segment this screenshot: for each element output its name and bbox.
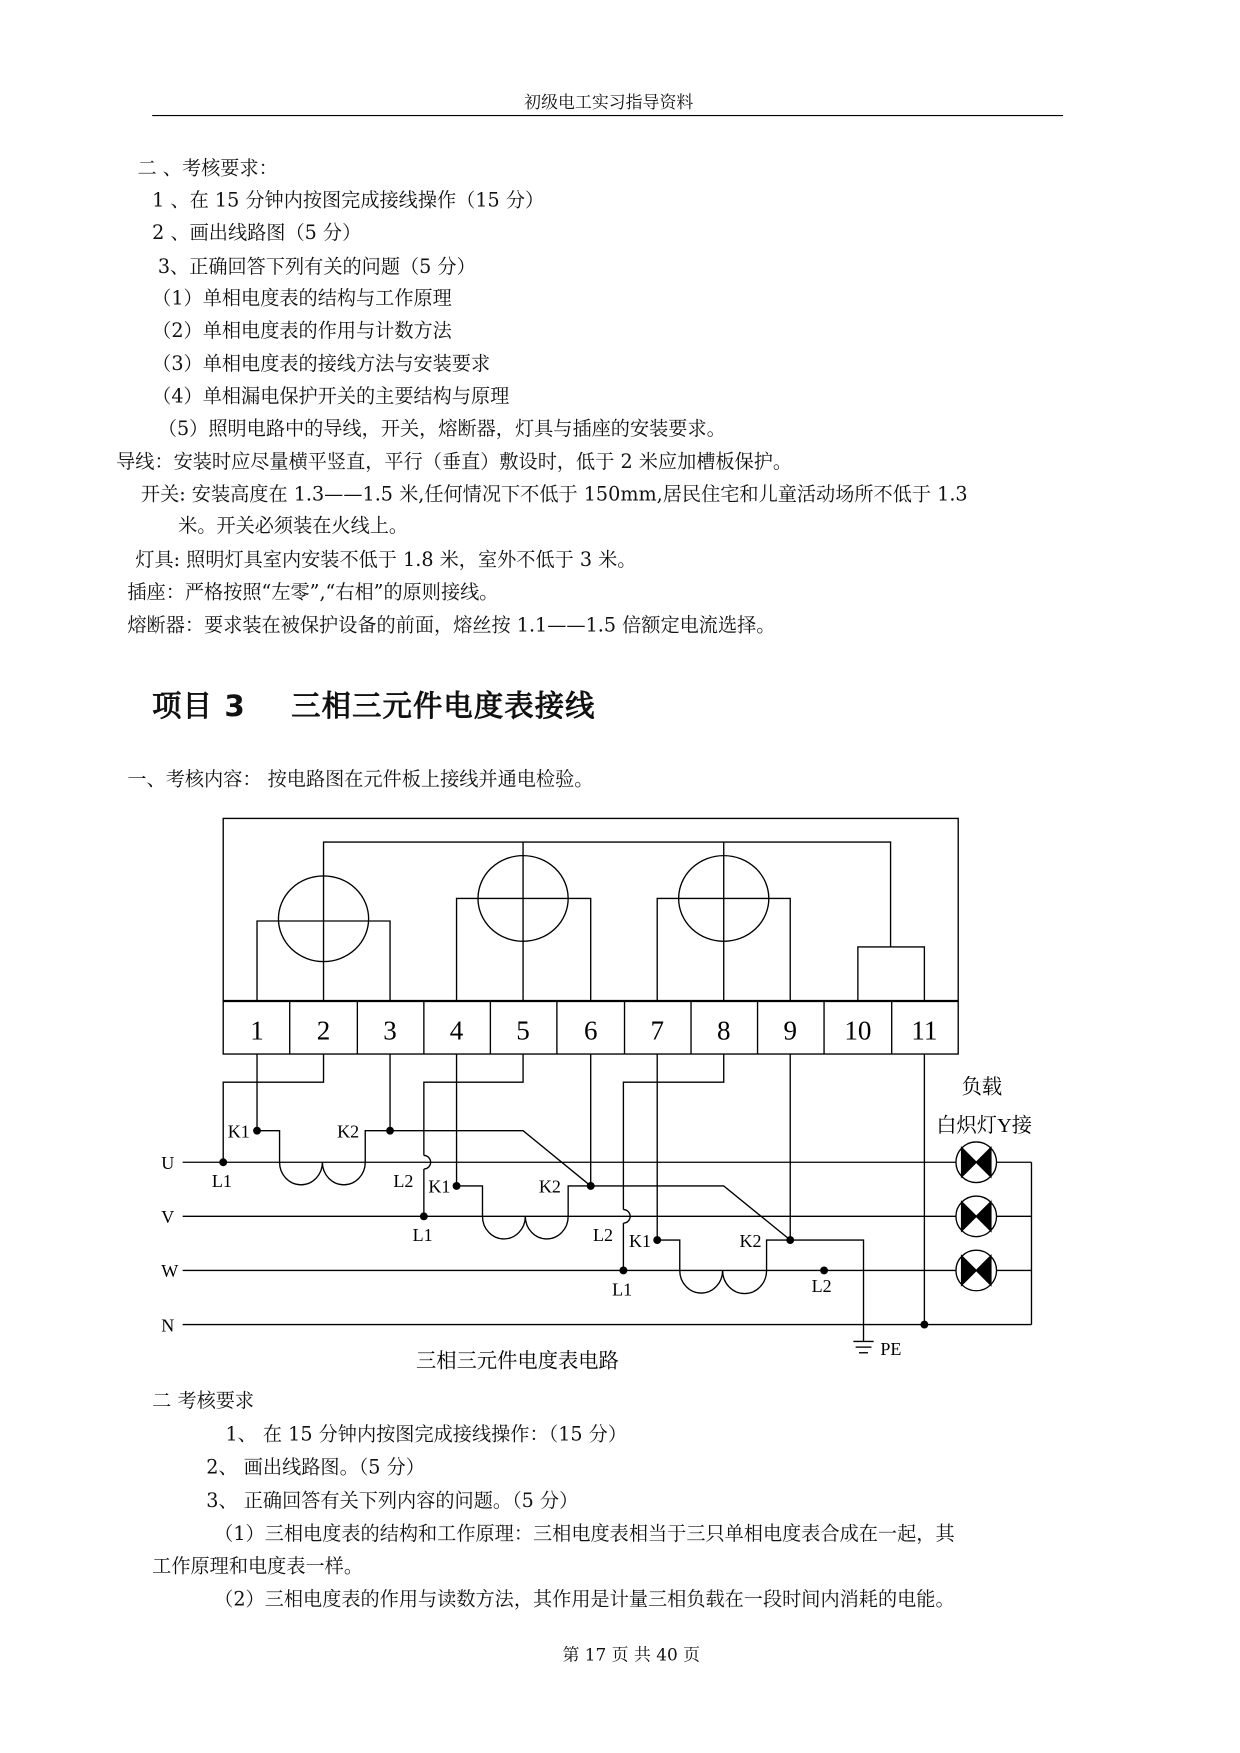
lamp-icon xyxy=(956,1196,997,1237)
phase-u: U xyxy=(161,1153,175,1174)
l1-label: L1 xyxy=(412,1225,433,1246)
answer-2: （2）三相电度表的作用与读数方法，其作用是计量三相负载在一段时间内消耗的电能。 xyxy=(214,1588,955,1611)
lamp-icon xyxy=(956,1142,997,1183)
phase-w: W xyxy=(161,1261,179,1282)
question-item: （5）照明电路中的导线，开关，熔断器，灯具与插座的安装要求。 xyxy=(157,418,726,441)
note-wire: 导线：安装时应尽量横平竖直，平行（垂直）敷设时，低于 2 米应加槽板保护。 xyxy=(116,450,793,474)
terminal-3: 3 xyxy=(383,1015,397,1046)
phase-n: N xyxy=(161,1315,175,1336)
requirement-item: 1、 在 15 分钟内按图完成接线操作：（15 分） xyxy=(225,1423,628,1447)
terminal-7: 7 xyxy=(650,1015,664,1046)
page-header: 初级电工实习指导资料 xyxy=(524,92,694,113)
question-item: （2）单相电度表的作用与计数方法 xyxy=(152,320,452,343)
section-heading: 二 考核要求 xyxy=(152,1389,255,1413)
terminal-4: 4 xyxy=(449,1015,464,1046)
note-socket: 插座：严格按照“左零”,“右相”的原则接线。 xyxy=(127,581,499,605)
l2-label: L2 xyxy=(592,1225,613,1246)
terminal-5: 5 xyxy=(516,1015,530,1046)
terminal-10: 10 xyxy=(844,1015,872,1046)
k1-label: K1 xyxy=(629,1230,652,1251)
section-heading: 二 、考核要求： xyxy=(137,157,278,181)
requirement-item: 3、 正确回答有关下列内容的问题。（5 分） xyxy=(206,1490,579,1513)
meter-internals xyxy=(257,842,924,1001)
requirement-item: 2 、画出线路图（5 分） xyxy=(152,222,362,245)
k1-label: K1 xyxy=(428,1176,451,1197)
requirement-item: 3、正确回答下列有关的问题（5 分） xyxy=(157,255,476,279)
question-item: （4）单相漏电保护开关的主要结构与原理 xyxy=(152,385,510,409)
k2-label: K2 xyxy=(739,1230,762,1251)
load-type-label: 白炽灯Y接 xyxy=(936,1114,1033,1137)
diagram-caption: 三相三元件电度表电路 xyxy=(416,1350,619,1373)
l2-label: L2 xyxy=(393,1171,414,1192)
k2-label: K2 xyxy=(337,1121,360,1142)
answer-1: （1）三相电度表的结构和工作原理：三相电度表相当于三只单相电度表合成在一起，其 xyxy=(214,1522,955,1546)
terminal-6: 6 xyxy=(583,1015,598,1046)
phase-labels xyxy=(161,1153,178,1335)
terminal-8: 8 xyxy=(716,1015,731,1046)
note-switch: 开关: 安装高度在 1.3——1.5 米,任何情况下不低于 150mm,居民住宅和儿童活动场所不低于 1.3 xyxy=(140,483,968,507)
question-item: （1）单相电度表的结构与工作原理 xyxy=(152,287,452,311)
note-fuse: 熔断器：要求装在被保护设备的前面，熔丝按 1.1——1.5 倍额定电流选择。 xyxy=(127,614,776,637)
load-label: 负载 xyxy=(961,1076,1003,1099)
l1-label: L1 xyxy=(211,1171,232,1192)
terminal-2: 2 xyxy=(316,1015,331,1046)
k1-label: K1 xyxy=(227,1121,250,1142)
requirement-item: 2、 画出线路图。（5 分） xyxy=(206,1456,425,1480)
phase-v: V xyxy=(161,1207,175,1228)
terminal-1: 1 xyxy=(250,1015,264,1046)
k2-label: K2 xyxy=(538,1176,561,1197)
terminal-labels xyxy=(250,1015,937,1045)
requirement-item: 1 、在 15 分钟内按图完成接线操作（15 分） xyxy=(152,189,545,212)
note-lamp: 灯具: 照明灯具室内安装不低于 1.8 米，室外不低于 3 米。 xyxy=(135,548,637,572)
answer-1-cont: 工作原理和电度表一样。 xyxy=(152,1555,363,1579)
lamps xyxy=(956,1142,997,1291)
page-footer: 第 17 页 共 40 页 xyxy=(562,1644,701,1666)
ground-symbol xyxy=(853,1341,873,1352)
project-title: 项目 3 三相三元件电度表接线 xyxy=(152,689,596,724)
l1-label: L1 xyxy=(612,1279,633,1300)
terminal-11: 11 xyxy=(911,1015,938,1046)
junction-dots xyxy=(219,1127,928,1329)
project-content: 一、考核内容： 按电路图在元件板上接线并通电检验。 xyxy=(127,768,594,792)
lamp-icon xyxy=(956,1250,997,1291)
note-switch-cont: 米。开关必须装在火线上。 xyxy=(178,515,409,538)
pe-label: PE xyxy=(880,1339,902,1360)
terminal-9: 9 xyxy=(783,1015,798,1046)
l2-label: L2 xyxy=(811,1275,832,1296)
external-wiring xyxy=(223,1054,924,1341)
question-item: （3）单相电度表的接线方法与安装要求 xyxy=(152,352,491,376)
